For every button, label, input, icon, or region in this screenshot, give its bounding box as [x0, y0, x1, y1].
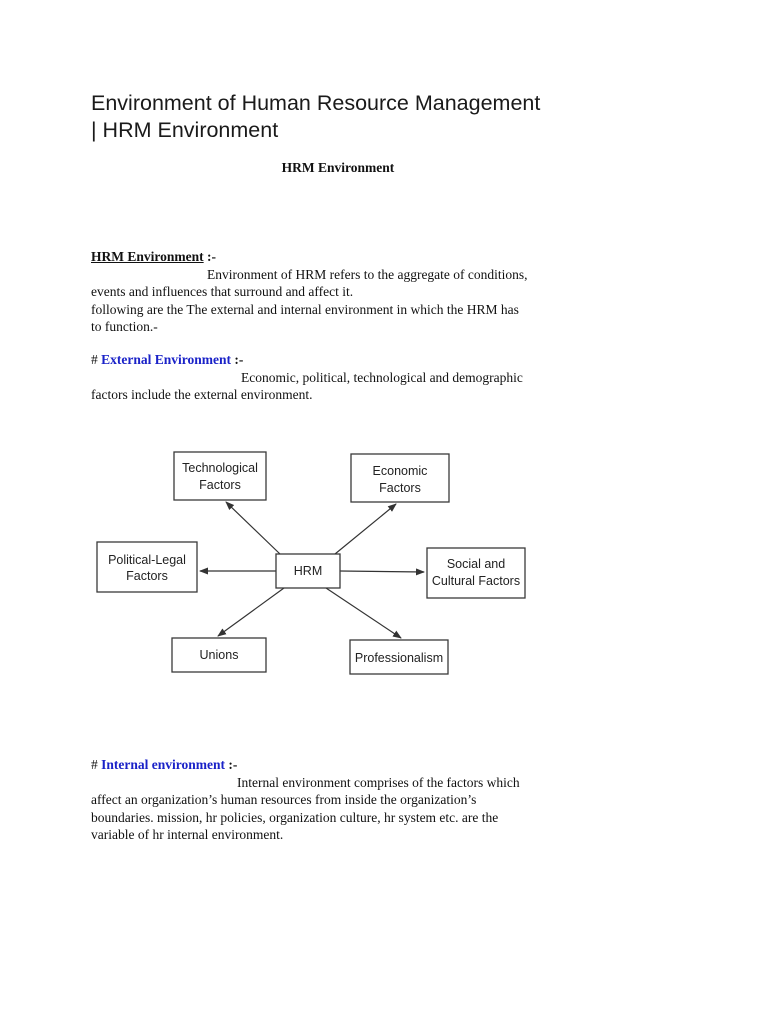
internal-line-3: boundaries. mission, hr policies, organization culture, hr system etc. are the	[91, 809, 499, 825]
node-technological-line-1: Technological	[182, 461, 258, 475]
intro-line-3: following are the The external and internal environment in which the HRM has	[91, 301, 519, 317]
node-economic	[351, 454, 449, 502]
intro-line-1: Environment of HRM refers to the aggregate of conditions,	[207, 266, 528, 282]
external-heading	[91, 351, 591, 369]
node-technological	[174, 452, 266, 500]
arrow-to-technological	[226, 502, 280, 554]
external-hash: #	[91, 352, 102, 367]
node-political-legal-line-1: Political-Legal	[108, 553, 186, 567]
node-political-legal-line-2: Factors	[126, 569, 168, 583]
intro-line-4: to function.-	[91, 319, 158, 334]
node-professionalism-label: Professionalism	[354, 651, 444, 665]
hrm-environment-diagram	[88, 440, 548, 690]
intro-section	[91, 248, 591, 336]
internal-heading-text: Internal environment	[101, 757, 225, 772]
intro-heading-text: HRM Environment	[91, 249, 204, 264]
node-unions	[172, 638, 266, 672]
node-economic-line-2: Factors	[379, 481, 421, 495]
node-hrm-label: HRM	[293, 564, 323, 578]
node-hrm	[276, 554, 340, 588]
page-title-line-1: Environment of Human Resource Management	[91, 91, 541, 115]
arrow-to-unions	[218, 588, 284, 636]
internal-line-1: Internal environment comprises of the factors which	[237, 774, 520, 790]
internal-line-2: affect an organization’s human resources from inside the organization’s	[91, 792, 477, 807]
node-economic-line-1: Economic	[372, 464, 428, 478]
node-technological-line-2: Factors	[199, 478, 241, 492]
arrow-to-professionalism	[326, 588, 401, 638]
arrow-to-economic	[335, 504, 396, 554]
external-section	[91, 351, 591, 404]
internal-heading-suffix: :-	[225, 757, 238, 772]
internal-section	[91, 756, 611, 844]
node-social-cultural	[427, 548, 525, 598]
intro-heading-suffix: :-	[203, 249, 217, 264]
page-title	[91, 90, 691, 144]
external-line-1: Economic, political, technological and demographic	[241, 369, 523, 385]
internal-line-4: variable of hr internal environment.	[91, 827, 284, 842]
intro-heading	[91, 248, 591, 266]
external-heading-suffix: :-	[231, 352, 244, 367]
node-social-cultural-line-2: Cultural Factors	[431, 574, 521, 588]
arrow-to-social-cultural	[340, 571, 424, 572]
node-political-legal	[97, 542, 197, 592]
intro-line-2: events and influences that surround and affect it.	[91, 284, 354, 299]
external-line-2: factors include the external environment.	[91, 387, 313, 402]
internal-hash: #	[91, 757, 102, 772]
node-social-cultural-line-1: Social and	[446, 557, 506, 571]
center-heading: HRM Environment	[281, 160, 395, 175]
page-title-line-2: | HRM Environment	[91, 118, 279, 142]
node-unions-label: Unions	[199, 648, 239, 662]
external-heading-text: External Environment	[101, 352, 232, 367]
internal-heading	[91, 756, 611, 774]
node-professionalism	[350, 640, 448, 674]
